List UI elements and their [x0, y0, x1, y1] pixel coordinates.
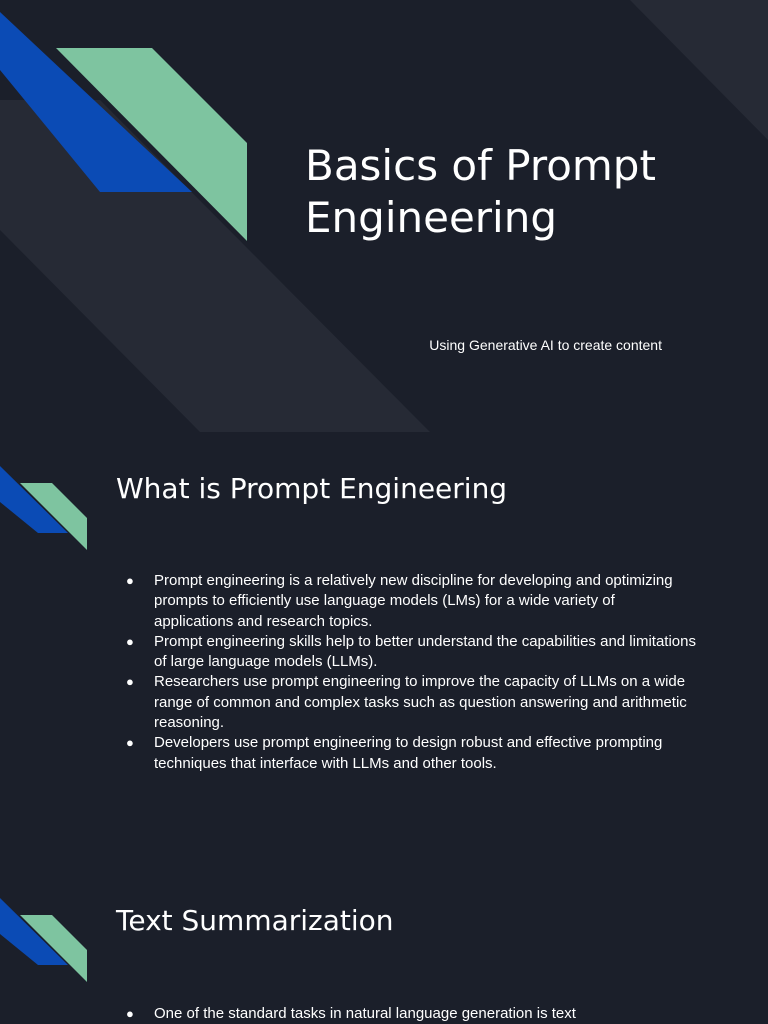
- bullet-text: Prompt engineering is a relatively new discipline for developing and optimizing prompts to efficiently use language models (LMs) for a wide variety of applications and research topics.: [154, 572, 673, 630]
- page-title: Basics of Prompt Engineering: [305, 141, 656, 242]
- content-slide-what-is: [0, 432, 768, 864]
- slide-heading: What is Prompt Engineering: [116, 472, 508, 505]
- dark-band-corner: [630, 0, 768, 140]
- bullet-dot: ●: [126, 633, 134, 649]
- bullet-dot: ●: [126, 573, 134, 588]
- list-item: [126, 632, 696, 673]
- bullet-text: One of the standard tasks in natural language generation is text: [154, 1005, 576, 1022]
- list-item: [126, 1004, 696, 1024]
- page-subtitle: Using Generative AI to create content: [429, 337, 662, 353]
- slide-corner-decoration: [0, 432, 120, 572]
- bullet-dot: ●: [126, 1006, 134, 1021]
- content-slide-text-summarization: [0, 864, 768, 1024]
- slide-corner-decoration: [0, 864, 120, 1004]
- list-item: [126, 733, 696, 774]
- bullet-list: [126, 1004, 696, 1024]
- list-item: [126, 672, 696, 733]
- bullet-text: Developers use prompt engineering to design robust and effective prompting techniques that interface with LLMs and other tools.: [154, 734, 663, 772]
- bullet-dot: ●: [126, 735, 134, 751]
- title-slide: [0, 0, 768, 432]
- slide-heading: Text Summarization: [116, 904, 394, 937]
- bullet-list: [126, 571, 696, 774]
- bullet-text: Prompt engineering skills help to better understand the capabilities and limitations of large language models (LLMs).: [154, 632, 696, 671]
- bullet-dot: ●: [126, 674, 134, 690]
- bullet-text: Researchers use prompt engineering to improve the capacity of LLMs on a wide range of common and complex tasks such as question answering and arithmetic reasoning.: [154, 673, 687, 732]
- list-item: [126, 571, 696, 632]
